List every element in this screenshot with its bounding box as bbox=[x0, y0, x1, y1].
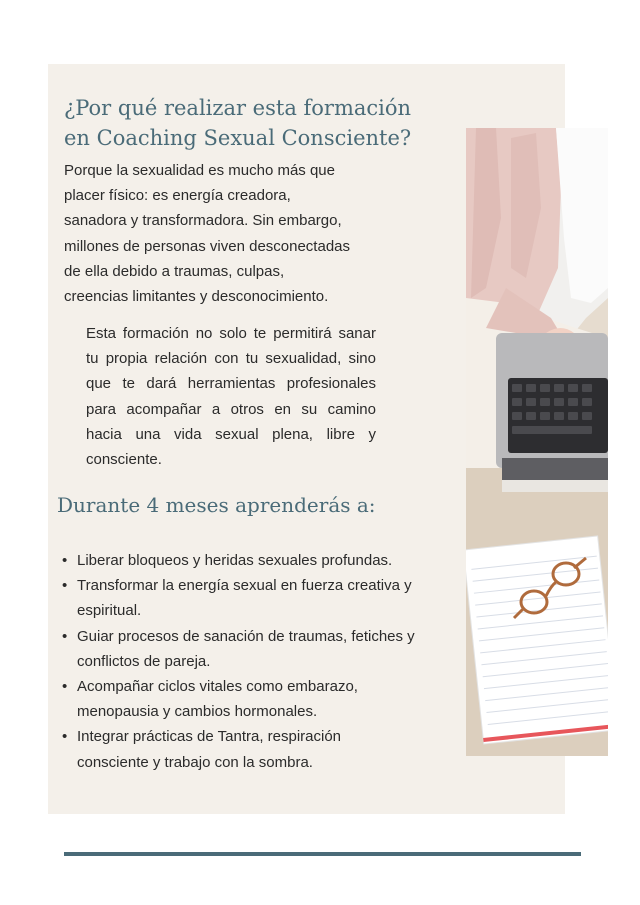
list-item-text: consciente y trabajo con la sombra. bbox=[77, 753, 313, 771]
laptop-notebook-photo bbox=[466, 128, 608, 756]
intro-paragraph bbox=[64, 158, 384, 309]
intro-line: de ella debido a traumas, culpas, bbox=[64, 262, 285, 280]
intro-line: Porque la sexualidad es mucho más que bbox=[64, 162, 335, 179]
list-item-text: Transformar la energía sexual en fuerza creativa y bbox=[77, 577, 412, 595]
list-item bbox=[62, 724, 442, 774]
list-item-text: Liberar bloqueos y heridas sexuales profundas. bbox=[77, 552, 393, 569]
bullet-icon: • bbox=[62, 552, 68, 569]
section-heading: Durante 4 meses aprenderás a: bbox=[57, 493, 376, 517]
bullet-icon: • bbox=[62, 678, 68, 696]
learning-list bbox=[62, 548, 442, 775]
list-item bbox=[62, 573, 442, 623]
title-line-2: en Coaching Sexual Consciente? bbox=[64, 126, 412, 150]
quote-line: hacia una vida sexual plena, libre y bbox=[86, 425, 376, 443]
intro-line: placer físico: es energía creadora, bbox=[64, 187, 291, 205]
list-item-text: Guiar procesos de sanación de traumas, fetiches y bbox=[77, 627, 415, 645]
page-title bbox=[64, 93, 424, 153]
bullet-icon: • bbox=[62, 577, 68, 595]
list-item bbox=[62, 674, 442, 724]
quote-line: Esta formación no solo te permitirá sanar bbox=[86, 325, 376, 342]
list-item bbox=[62, 548, 442, 573]
quote-line: tu propia relación con tu sexualidad, sino bbox=[86, 350, 376, 368]
bullet-icon: • bbox=[62, 627, 68, 645]
indented-paragraph bbox=[86, 321, 376, 472]
quote-line: para acompañar a otros en su camino bbox=[86, 400, 376, 418]
bullet-icon: • bbox=[62, 728, 68, 746]
list-item-text: espiritual. bbox=[77, 602, 142, 620]
footer-divider bbox=[64, 852, 581, 856]
intro-line: creencias limitantes y desconocimiento. bbox=[64, 288, 329, 306]
list-item-text: conflictos de pareja. bbox=[77, 652, 211, 670]
list-item bbox=[62, 624, 442, 674]
list-item-text: Integrar prácticas de Tantra, respiración bbox=[77, 728, 342, 746]
title-line-1: ¿Por qué realizar esta formación bbox=[64, 96, 412, 120]
list-item-text: Acompañar ciclos vitales como embarazo, bbox=[77, 678, 358, 696]
list-item-text: menopausia y cambios hormonales. bbox=[77, 703, 318, 721]
quote-line: consciente. bbox=[86, 451, 162, 469]
intro-line: sanadora y transformadora. Sin embargo, bbox=[64, 212, 342, 230]
intro-line: millones de personas viven desconectadas bbox=[64, 237, 351, 255]
quote-line: que te dará herramientas profesionales bbox=[86, 375, 376, 393]
